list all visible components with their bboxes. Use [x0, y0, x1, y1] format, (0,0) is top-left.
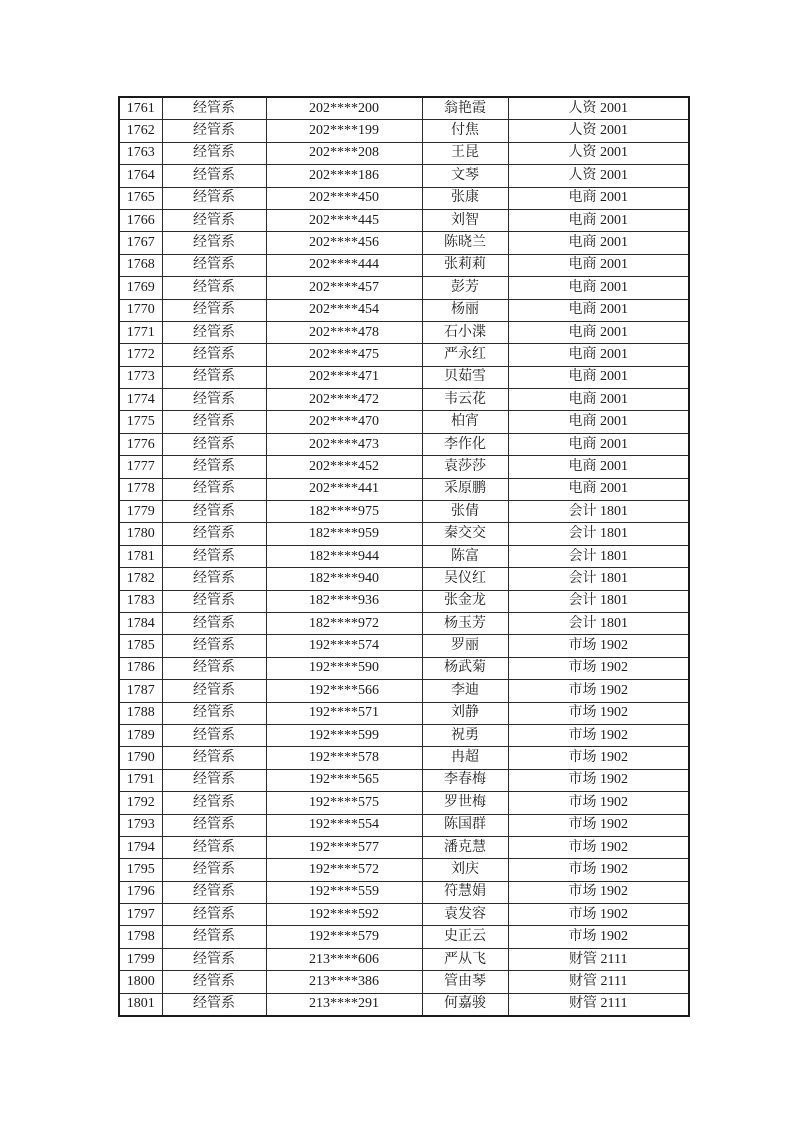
table-row [119, 120, 689, 142]
cell-class: 市场 1902 [508, 724, 689, 746]
table-row [119, 747, 689, 769]
cell-class: 市场 1902 [508, 680, 689, 702]
cell-class: 电商 2001 [508, 389, 689, 411]
cell-row-number: 1799 [119, 948, 162, 970]
cell-department: 经管系 [162, 232, 266, 254]
cell-student-name: 祝勇 [422, 724, 508, 746]
cell-student-name: 李作化 [422, 433, 508, 455]
cell-department: 经管系 [162, 926, 266, 948]
roster-rows [119, 97, 689, 1016]
cell-class: 电商 2001 [508, 344, 689, 366]
cell-student-name: 刘智 [422, 209, 508, 231]
cell-class: 市场 1902 [508, 657, 689, 679]
cell-class: 会计 1801 [508, 568, 689, 590]
cell-class: 电商 2001 [508, 321, 689, 343]
cell-student-id: 192****559 [266, 881, 422, 903]
cell-department: 经管系 [162, 836, 266, 858]
table-row [119, 187, 689, 209]
cell-department: 经管系 [162, 120, 266, 142]
cell-row-number: 1763 [119, 142, 162, 164]
cell-department: 经管系 [162, 411, 266, 433]
cell-department: 经管系 [162, 747, 266, 769]
cell-student-name: 李迪 [422, 680, 508, 702]
cell-student-name: 张金龙 [422, 590, 508, 612]
table-row [119, 411, 689, 433]
cell-department: 经管系 [162, 478, 266, 500]
cell-student-id: 192****574 [266, 635, 422, 657]
cell-class: 电商 2001 [508, 366, 689, 388]
cell-class: 财管 2111 [508, 971, 689, 993]
cell-row-number: 1777 [119, 456, 162, 478]
table-row [119, 904, 689, 926]
cell-student-id: 213****291 [266, 993, 422, 1016]
cell-student-name: 史正云 [422, 926, 508, 948]
cell-student-id: 192****566 [266, 680, 422, 702]
cell-row-number: 1783 [119, 590, 162, 612]
cell-row-number: 1761 [119, 97, 162, 120]
cell-student-name: 张莉莉 [422, 254, 508, 276]
cell-student-id: 202****199 [266, 120, 422, 142]
table-row [119, 456, 689, 478]
cell-row-number: 1770 [119, 299, 162, 321]
cell-department: 经管系 [162, 792, 266, 814]
cell-class: 电商 2001 [508, 478, 689, 500]
table-row [119, 545, 689, 567]
cell-row-number: 1790 [119, 747, 162, 769]
table-row [119, 993, 689, 1016]
cell-department: 经管系 [162, 366, 266, 388]
cell-class: 会计 1801 [508, 501, 689, 523]
cell-student-name: 翁艳霞 [422, 97, 508, 120]
cell-student-name: 贝茹雪 [422, 366, 508, 388]
cell-student-name: 严永红 [422, 344, 508, 366]
cell-row-number: 1795 [119, 859, 162, 881]
cell-student-id: 182****936 [266, 590, 422, 612]
cell-student-name: 王昆 [422, 142, 508, 164]
cell-department: 经管系 [162, 187, 266, 209]
cell-department: 经管系 [162, 724, 266, 746]
cell-department: 经管系 [162, 702, 266, 724]
table-row [119, 836, 689, 858]
cell-department: 经管系 [162, 389, 266, 411]
cell-student-id: 213****386 [266, 971, 422, 993]
cell-student-id: 202****208 [266, 142, 422, 164]
cell-student-name: 陈国群 [422, 814, 508, 836]
student-roster-table [118, 96, 690, 1017]
table-row [119, 769, 689, 791]
table-row [119, 568, 689, 590]
cell-student-id: 192****579 [266, 926, 422, 948]
cell-department: 经管系 [162, 321, 266, 343]
table-row [119, 142, 689, 164]
cell-student-name: 潘克慧 [422, 836, 508, 858]
table-row [119, 657, 689, 679]
cell-student-id: 182****975 [266, 501, 422, 523]
cell-student-id: 202****472 [266, 389, 422, 411]
cell-class: 电商 2001 [508, 254, 689, 276]
cell-student-name: 杨玉芳 [422, 612, 508, 634]
cell-student-name: 吴仪红 [422, 568, 508, 590]
cell-student-id: 202****454 [266, 299, 422, 321]
cell-class: 人资 2001 [508, 120, 689, 142]
cell-row-number: 1800 [119, 971, 162, 993]
cell-row-number: 1764 [119, 165, 162, 187]
cell-class: 人资 2001 [508, 165, 689, 187]
cell-student-name: 杨丽 [422, 299, 508, 321]
cell-row-number: 1797 [119, 904, 162, 926]
cell-row-number: 1773 [119, 366, 162, 388]
cell-row-number: 1791 [119, 769, 162, 791]
cell-department: 经管系 [162, 433, 266, 455]
cell-row-number: 1796 [119, 881, 162, 903]
cell-student-name: 袁莎莎 [422, 456, 508, 478]
cell-row-number: 1775 [119, 411, 162, 433]
cell-department: 经管系 [162, 948, 266, 970]
cell-student-id: 202****470 [266, 411, 422, 433]
cell-department: 经管系 [162, 590, 266, 612]
cell-student-id: 182****944 [266, 545, 422, 567]
cell-class: 财管 2111 [508, 993, 689, 1016]
table-row [119, 501, 689, 523]
cell-student-id: 182****972 [266, 612, 422, 634]
cell-class: 市场 1902 [508, 747, 689, 769]
table-row [119, 165, 689, 187]
cell-student-id: 202****471 [266, 366, 422, 388]
cell-class: 会计 1801 [508, 612, 689, 634]
cell-student-id: 182****940 [266, 568, 422, 590]
cell-class: 人资 2001 [508, 97, 689, 120]
table-row [119, 321, 689, 343]
cell-department: 经管系 [162, 769, 266, 791]
cell-department: 经管系 [162, 881, 266, 903]
table-row [119, 926, 689, 948]
cell-row-number: 1774 [119, 389, 162, 411]
cell-class: 市场 1902 [508, 859, 689, 881]
cell-row-number: 1778 [119, 478, 162, 500]
cell-row-number: 1782 [119, 568, 162, 590]
cell-department: 经管系 [162, 277, 266, 299]
cell-student-name: 付焦 [422, 120, 508, 142]
cell-student-name: 刘静 [422, 702, 508, 724]
cell-department: 经管系 [162, 165, 266, 187]
cell-row-number: 1792 [119, 792, 162, 814]
cell-department: 经管系 [162, 904, 266, 926]
table-row [119, 254, 689, 276]
cell-department: 经管系 [162, 254, 266, 276]
cell-row-number: 1781 [119, 545, 162, 567]
table-row [119, 209, 689, 231]
cell-student-name: 张倩 [422, 501, 508, 523]
cell-student-name: 张康 [422, 187, 508, 209]
table-row [119, 344, 689, 366]
cell-row-number: 1785 [119, 635, 162, 657]
table-row [119, 590, 689, 612]
cell-department: 经管系 [162, 657, 266, 679]
table-row [119, 523, 689, 545]
table-row [119, 680, 689, 702]
cell-class: 电商 2001 [508, 299, 689, 321]
cell-student-name: 柏宵 [422, 411, 508, 433]
cell-class: 会计 1801 [508, 545, 689, 567]
cell-student-name: 何嘉骏 [422, 993, 508, 1016]
cell-department: 经管系 [162, 680, 266, 702]
cell-student-name: 彭芳 [422, 277, 508, 299]
cell-department: 经管系 [162, 97, 266, 120]
cell-class: 电商 2001 [508, 209, 689, 231]
cell-student-id: 202****478 [266, 321, 422, 343]
cell-student-id: 192****565 [266, 769, 422, 791]
table-row [119, 232, 689, 254]
cell-department: 经管系 [162, 635, 266, 657]
cell-row-number: 1762 [119, 120, 162, 142]
cell-student-name: 陈富 [422, 545, 508, 567]
table-row [119, 478, 689, 500]
cell-class: 市场 1902 [508, 702, 689, 724]
cell-student-name: 袁发容 [422, 904, 508, 926]
cell-student-name: 杨武菊 [422, 657, 508, 679]
cell-class: 人资 2001 [508, 142, 689, 164]
cell-class: 会计 1801 [508, 590, 689, 612]
cell-class: 市场 1902 [508, 792, 689, 814]
cell-student-name: 严从飞 [422, 948, 508, 970]
cell-row-number: 1771 [119, 321, 162, 343]
table-row [119, 433, 689, 455]
cell-student-id: 202****475 [266, 344, 422, 366]
table-row [119, 635, 689, 657]
cell-student-id: 202****452 [266, 456, 422, 478]
cell-row-number: 1767 [119, 232, 162, 254]
cell-class: 电商 2001 [508, 433, 689, 455]
cell-row-number: 1769 [119, 277, 162, 299]
cell-department: 经管系 [162, 501, 266, 523]
table-row [119, 948, 689, 970]
cell-row-number: 1768 [119, 254, 162, 276]
cell-student-name: 罗丽 [422, 635, 508, 657]
cell-student-id: 192****554 [266, 814, 422, 836]
cell-student-name: 采原鹏 [422, 478, 508, 500]
cell-student-id: 202****445 [266, 209, 422, 231]
cell-row-number: 1788 [119, 702, 162, 724]
cell-student-id: 192****575 [266, 792, 422, 814]
cell-row-number: 1786 [119, 657, 162, 679]
cell-class: 市场 1902 [508, 836, 689, 858]
cell-student-name: 符慧娟 [422, 881, 508, 903]
cell-student-id: 202****450 [266, 187, 422, 209]
cell-student-id: 202****473 [266, 433, 422, 455]
cell-row-number: 1784 [119, 612, 162, 634]
cell-department: 经管系 [162, 344, 266, 366]
cell-student-id: 192****577 [266, 836, 422, 858]
cell-class: 电商 2001 [508, 411, 689, 433]
cell-student-id: 192****590 [266, 657, 422, 679]
cell-student-name: 管由琴 [422, 971, 508, 993]
cell-student-name: 陈晓兰 [422, 232, 508, 254]
cell-row-number: 1779 [119, 501, 162, 523]
cell-class: 电商 2001 [508, 187, 689, 209]
table-row [119, 724, 689, 746]
cell-student-name: 李春梅 [422, 769, 508, 791]
cell-student-id: 192****599 [266, 724, 422, 746]
cell-department: 经管系 [162, 299, 266, 321]
cell-department: 经管系 [162, 142, 266, 164]
cell-class: 市场 1902 [508, 814, 689, 836]
table-row [119, 277, 689, 299]
cell-student-name: 刘庆 [422, 859, 508, 881]
cell-row-number: 1765 [119, 187, 162, 209]
table-row [119, 612, 689, 634]
cell-class: 市场 1902 [508, 926, 689, 948]
cell-student-name: 韦云花 [422, 389, 508, 411]
cell-class: 会计 1801 [508, 523, 689, 545]
cell-student-name: 罗世梅 [422, 792, 508, 814]
table-row [119, 859, 689, 881]
cell-student-id: 182****959 [266, 523, 422, 545]
cell-row-number: 1766 [119, 209, 162, 231]
cell-class: 市场 1902 [508, 881, 689, 903]
cell-student-id: 192****578 [266, 747, 422, 769]
cell-department: 经管系 [162, 859, 266, 881]
cell-department: 经管系 [162, 545, 266, 567]
cell-department: 经管系 [162, 814, 266, 836]
cell-student-id: 202****456 [266, 232, 422, 254]
cell-row-number: 1793 [119, 814, 162, 836]
cell-class: 市场 1902 [508, 769, 689, 791]
cell-student-id: 202****200 [266, 97, 422, 120]
cell-row-number: 1772 [119, 344, 162, 366]
cell-student-id: 192****572 [266, 859, 422, 881]
cell-student-id: 202****441 [266, 478, 422, 500]
cell-student-id: 192****592 [266, 904, 422, 926]
cell-row-number: 1776 [119, 433, 162, 455]
cell-class: 市场 1902 [508, 904, 689, 926]
cell-row-number: 1780 [119, 523, 162, 545]
table-row [119, 389, 689, 411]
cell-student-id: 202****186 [266, 165, 422, 187]
cell-student-id: 192****571 [266, 702, 422, 724]
cell-class: 电商 2001 [508, 456, 689, 478]
cell-row-number: 1801 [119, 993, 162, 1016]
cell-student-id: 202****457 [266, 277, 422, 299]
cell-student-id: 213****606 [266, 948, 422, 970]
table-row [119, 971, 689, 993]
cell-class: 财管 2111 [508, 948, 689, 970]
cell-department: 经管系 [162, 568, 266, 590]
table-row [119, 299, 689, 321]
cell-row-number: 1789 [119, 724, 162, 746]
cell-department: 经管系 [162, 456, 266, 478]
cell-student-id: 202****444 [266, 254, 422, 276]
cell-student-name: 秦交交 [422, 523, 508, 545]
cell-class: 电商 2001 [508, 277, 689, 299]
cell-department: 经管系 [162, 209, 266, 231]
cell-department: 经管系 [162, 993, 266, 1016]
cell-department: 经管系 [162, 971, 266, 993]
cell-class: 市场 1902 [508, 635, 689, 657]
table-row [119, 881, 689, 903]
table-row [119, 366, 689, 388]
cell-class: 电商 2001 [508, 232, 689, 254]
cell-department: 经管系 [162, 523, 266, 545]
cell-row-number: 1798 [119, 926, 162, 948]
cell-student-name: 冉超 [422, 747, 508, 769]
cell-row-number: 1794 [119, 836, 162, 858]
table-row [119, 814, 689, 836]
cell-student-name: 文琴 [422, 165, 508, 187]
cell-student-name: 石小渫 [422, 321, 508, 343]
table-row [119, 97, 689, 120]
cell-row-number: 1787 [119, 680, 162, 702]
table-row [119, 702, 689, 724]
table-row [119, 792, 689, 814]
cell-department: 经管系 [162, 612, 266, 634]
